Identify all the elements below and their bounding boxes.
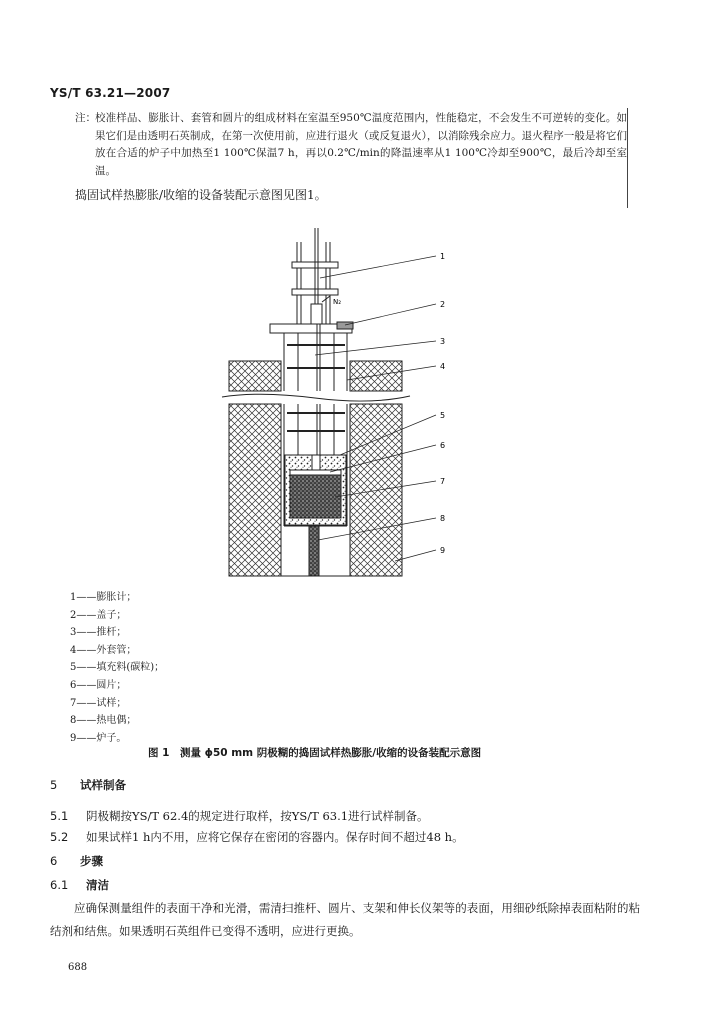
- legend-item: 5——填充料(碳粒)；: [70, 662, 165, 674]
- callout-7: 7: [440, 477, 446, 486]
- legend-item: 2——盖子；: [70, 609, 127, 621]
- section-5-heading: [50, 777, 126, 793]
- callout-4: 4: [440, 362, 446, 371]
- legend-item: 8——热电偶；: [70, 715, 137, 727]
- callout-5: 5: [440, 411, 446, 420]
- filler-and-sample: [285, 455, 346, 525]
- section-number: 5: [50, 778, 58, 792]
- note-text: 校准样品、膨胀计、套管和圆片的组成材料在室温至950℃温度范围内，性能稳定，不会发生不可逆转的变化。如果它们是由透明石英制成，在第一次使用前，应进行退火（或反复退火），以消除残余应力。退火程序一般是将它们放在合适的炉子中加热至1 100℃保温7 h，再以0.2℃/min的降温速率从1 100℃冷却至900℃，最后冷却至室温。: [95, 112, 627, 177]
- section-number: 6.1: [50, 878, 69, 892]
- legend-item: 3——推杆；: [70, 627, 127, 639]
- figure-caption: 图 1 测量 ϕ50 mm 阴极糊的捣固试样热膨胀/收缩的设备装配示意图: [148, 747, 482, 759]
- callout-1: 1: [440, 252, 446, 261]
- callout-8: 8: [440, 514, 446, 523]
- legend-item: 4——外套管；: [70, 644, 137, 656]
- section-6-1-heading: [50, 877, 109, 893]
- clause-5-2: [50, 829, 464, 845]
- figure-legend: [70, 589, 164, 747]
- section-title: 步骤: [80, 854, 103, 868]
- n2-label: N₂: [333, 298, 342, 306]
- clause-text: 如果试样1 h内不用，应将它保存在密闭的容器内。保存时间不超过48 h。: [86, 830, 464, 844]
- callout-6: 6: [440, 441, 446, 450]
- callout-3: 3: [440, 337, 446, 346]
- section-title: 试样制备: [80, 778, 126, 792]
- legend-item: 1——膨胀计；: [70, 592, 137, 603]
- document-header: YS/T 63.21—2007: [50, 86, 171, 100]
- clause-number: 5.2: [50, 830, 69, 844]
- paragraph-6-1: 应确保测量组件的表面干净和光滑，需清扫推杆、圆片、支架和伸长仪架等的表面，用细砂纸除掉表面粘附的粘结剂和结焦。如果透明石英组件已变得不透明，应进行更换。: [50, 901, 640, 938]
- callout-9: 9: [440, 546, 446, 555]
- clause-number: 5.1: [50, 809, 69, 823]
- section-6-heading: [50, 853, 103, 869]
- section-title: 清洁: [86, 878, 109, 892]
- page-number: 688: [68, 962, 88, 973]
- section-number: 6: [50, 854, 58, 868]
- legend-item: 7——试样；: [70, 697, 127, 709]
- note-label: 注：: [75, 112, 96, 124]
- legend-item: 6——圆片；: [70, 679, 127, 691]
- clause-5-1: [50, 808, 429, 824]
- thermocouple: [309, 526, 319, 576]
- inner-rods: [287, 333, 345, 455]
- callout-2: 2: [440, 300, 446, 309]
- figure-intro: 捣固试样热膨胀/收缩的设备装配示意图见图1。: [75, 188, 327, 202]
- push-rod-frame: [292, 228, 338, 455]
- callout-numbers: [440, 252, 445, 555]
- legend-item: 9——炉子。: [70, 732, 127, 744]
- clause-text: 阴极糊按YS/T 62.4的规定进行取样，按YS/T 63.1进行试样制备。: [86, 809, 429, 823]
